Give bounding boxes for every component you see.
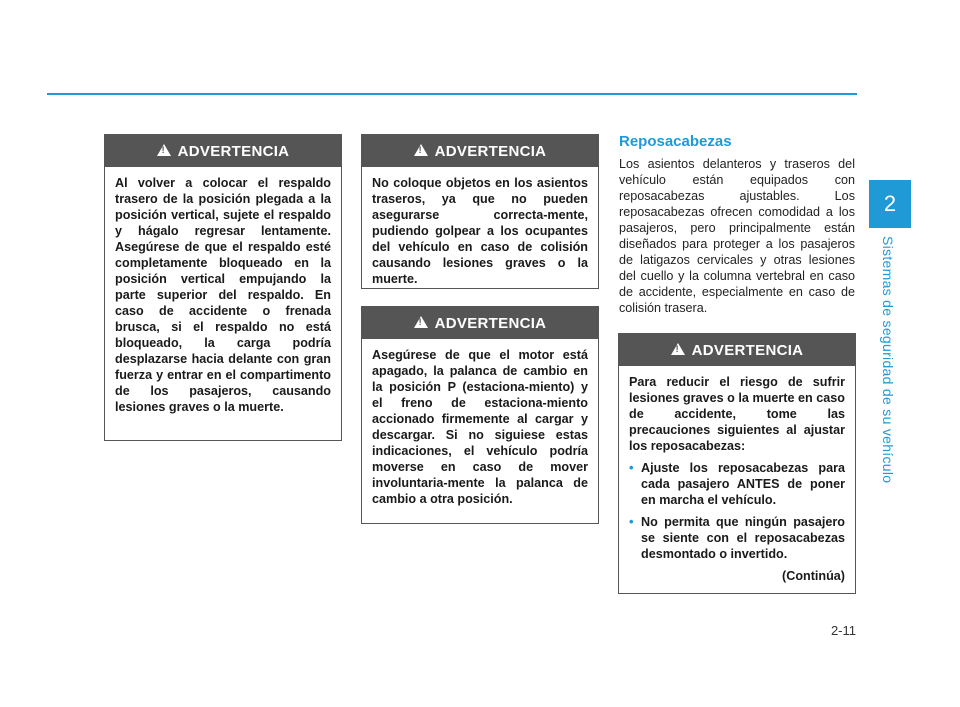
bullet-text: Ajuste los reposacabezas para cada pasajero ANTES de poner en marcha el vehículo. <box>641 461 845 507</box>
warning-triangle-icon <box>157 144 171 156</box>
warning-header <box>105 135 341 167</box>
warning-box-headrests <box>618 333 856 594</box>
bullet-text: No permita que ningún pasajero se siente con el reposacabezas desmontado o invertido. <box>641 515 845 561</box>
warning-bullet-list <box>629 460 845 562</box>
warning-box-seat-back <box>104 134 342 441</box>
warning-intro: Para reducir el riesgo de sufrir lesiones graves o la muerte en caso de accidente, tome las precauciones siguientes al ajustar los reposacabezas: <box>629 375 845 453</box>
list-item <box>629 460 845 508</box>
warning-header <box>619 334 855 366</box>
warning-triangle-icon <box>671 343 685 355</box>
warning-body <box>105 167 341 423</box>
chapter-number-tab <box>869 180 911 228</box>
warning-triangle-icon <box>414 316 428 328</box>
warning-text: Asegúrese de que el motor está apagado, la palanca de cambio en la posición P (estaciona-miento) y el freno de estaciona-miento accionado firmemente al cargar y descargar. Si no siguiese estas indicaciones, el vehículo podría moverse en caso de mover involuntaria-mente la palanca de cambio a otra posición. <box>372 348 588 506</box>
warning-text: No coloque objetos en los asientos traseros, ya que no pueden asegurarse correcta-mente, pudiendo golpear a los ocupantes del vehículo en caso de colisión causando lesiones graves o la muerte. <box>372 176 588 286</box>
chapter-number: 2 <box>883 191 897 216</box>
warning-box-rear-objects <box>361 134 599 289</box>
section-body: Los asientos delanteros y traseros del vehículo están equipados con reposacabezas ajustables. Los reposacabezas ofrecen comodidad a los pasajeros, pero principalmente están diseñados para proteger a los pasajeros de latigazos cervicales y otras lesiones del cuello y la columna vertebral en caso de accidente, especialmente en caso de colisión trasera. <box>619 157 855 315</box>
bullet-icon: • <box>629 514 634 529</box>
warning-box-engine-off <box>361 306 599 524</box>
chapter-title: Sistemas de seguridad de su vehículo <box>880 236 896 484</box>
warning-body <box>362 167 598 295</box>
warning-body <box>619 366 855 592</box>
warning-heading: ADVERTENCIA <box>691 341 804 359</box>
warning-heading: ADVERTENCIA <box>434 314 547 332</box>
warning-header <box>362 307 598 339</box>
warning-heading: ADVERTENCIA <box>177 142 290 160</box>
section-title: Reposacabezas <box>619 133 732 150</box>
warning-header <box>362 135 598 167</box>
bullet-icon: • <box>629 460 634 475</box>
page-number: 2-11 <box>830 623 856 638</box>
warning-text: Al volver a colocar el respaldo trasero de la posición plegada a la posición vertical, sujete el respaldo y hágalo regresar lentamente. Asegúrese de que el respaldo esté completamente bloqueado en la posición vertical empujando la parte superior del respaldo. En caso de accidente o frenada brusca, si el respaldo no está bloqueado, la carga podría desplazarse hacia delante con gran fuerza y entrar en el compartimento de los pasajeros, causando lesiones graves o la muerte. <box>115 176 331 414</box>
warning-body <box>362 339 598 515</box>
list-item <box>629 514 845 562</box>
continued-label: (Continúa) <box>782 569 845 583</box>
warning-heading: ADVERTENCIA <box>434 142 547 160</box>
header-rule <box>47 93 857 95</box>
warning-triangle-icon <box>414 144 428 156</box>
